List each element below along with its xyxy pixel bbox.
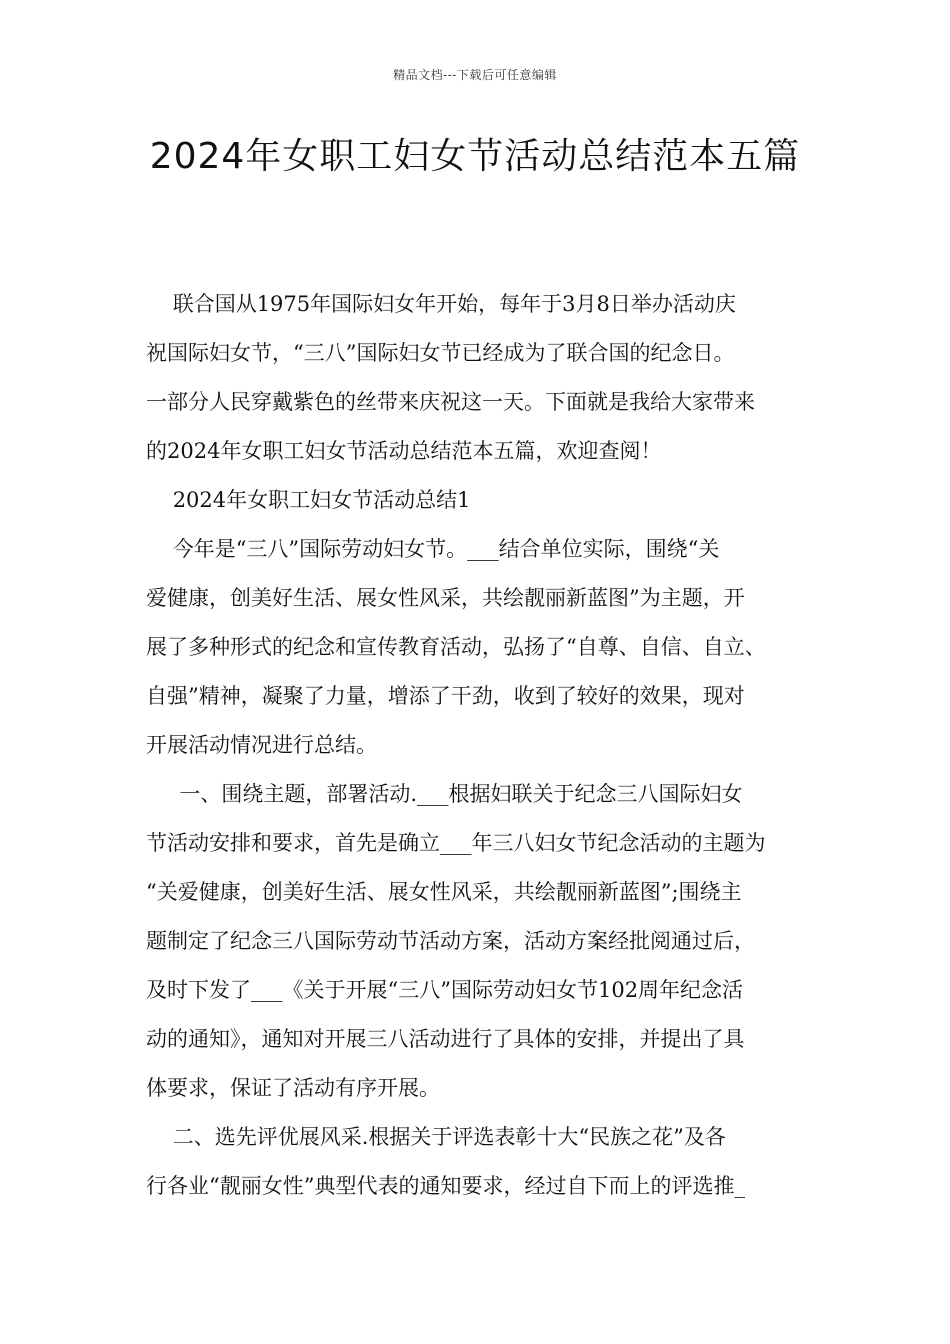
text-line: 联合国从1975年国际妇女年开始，每年于3月8日举办活动庆 xyxy=(146,292,736,316)
section-heading: 2024年女职工妇女节活动总结1 xyxy=(146,488,471,512)
text-line: 展了多种形式的纪念和宣传教育活动，弘扬了“自尊、自信、自立、 xyxy=(146,635,766,659)
text-line: 体要求，保证了活动有序开展。 xyxy=(146,1076,440,1100)
text-line: 自强”精神，凝聚了力量，增添了干劲，收到了较好的效果，现对 xyxy=(146,684,745,708)
page-header: 精品文档---下载后可任意编辑 xyxy=(393,68,557,82)
text-line: “关爱健康，创美好生活、展女性风采，共绘靓丽新蓝图”;围绕主 xyxy=(146,880,742,904)
document-body xyxy=(146,280,822,1211)
text-line: 祝国际妇女节，“三八”国际妇女节已经成为了联合国的纪念日。 xyxy=(146,341,735,365)
text-line: 行各业“靓丽女性”典型代表的通知要求，经过自下而上的评选推_ xyxy=(146,1174,745,1198)
text-line: 节活动安排和要求，首先是确立___年三八妇女节纪念活动的主题为 xyxy=(146,831,766,855)
text-line: 二、选先评优展风采.根据关于评选表彰十大“民族之花”及各 xyxy=(146,1125,726,1149)
text-line: 一、围绕主题，部署活动.___根据妇联关于纪念三八国际妇女 xyxy=(146,782,743,806)
text-line: 开展活动情况进行总结。 xyxy=(146,733,377,757)
text-line: 及时下发了___《关于开展“三八”国际劳动妇女节102周年纪念活 xyxy=(146,978,744,1002)
text-line: 的2024年女职工妇女节活动总结范本五篇，欢迎查阅！ xyxy=(146,439,662,463)
text-line: 爱健康，创美好生活、展女性风采，共绘靓丽新蓝图”为主题，开 xyxy=(146,586,745,610)
document-title: 2024年女职工妇女节活动总结范本五篇 xyxy=(149,136,801,177)
text-line: 题制定了纪念三八国际劳动节活动方案，活动方案经批阅通过后， xyxy=(146,929,755,953)
text-line: 今年是“三八”国际劳动妇女节。___结合单位实际，围绕“关 xyxy=(146,537,720,561)
text-line: 一部分人民穿戴紫色的丝带来庆祝这一天。下面就是我给大家带来 xyxy=(146,390,755,414)
text-line: 动的通知》，通知对开展三八活动进行了具体的安排，并提出了具 xyxy=(146,1027,745,1051)
